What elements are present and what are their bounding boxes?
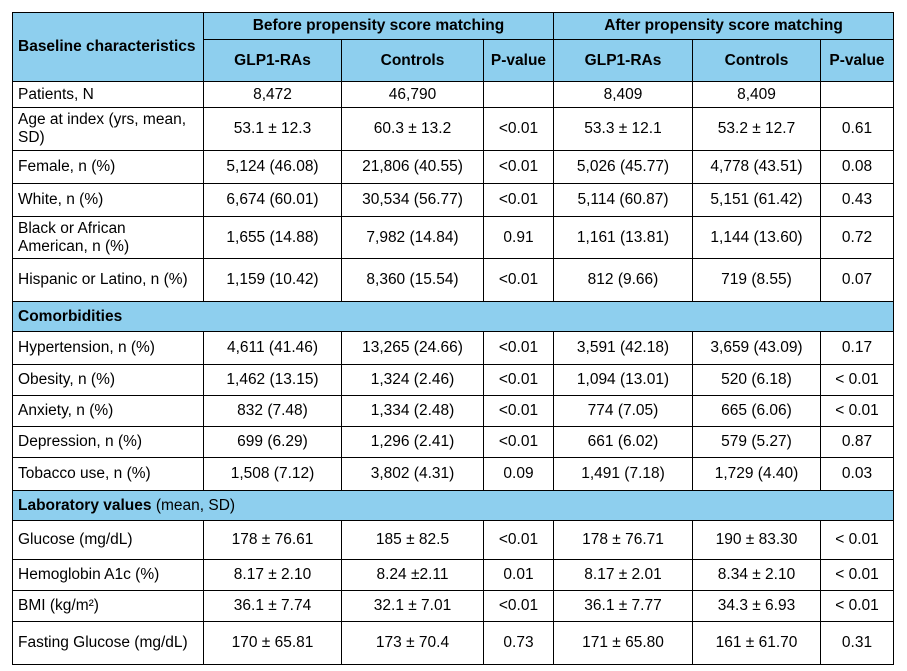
section-title: Comorbidities [18, 307, 123, 325]
table-cell: < 0.01 [821, 591, 894, 622]
table-cell: 8,409 [554, 82, 693, 108]
table-row [13, 458, 894, 491]
table-row [13, 591, 894, 622]
table-cell: 30,534 (56.77) [342, 184, 484, 217]
table-cell: 4,778 (43.51) [693, 151, 821, 184]
table-cell: <0.01 [484, 332, 554, 365]
baseline-characteristics-table [12, 12, 894, 665]
section-row [13, 302, 894, 332]
table-cell: 4,611 (41.46) [204, 332, 342, 365]
table-cell: < 0.01 [821, 365, 894, 396]
table-row [13, 560, 894, 591]
row-label: BMI (kg/m²) [13, 591, 204, 622]
table-cell: 8.17 ± 2.01 [554, 560, 693, 591]
table-cell: <0.01 [484, 365, 554, 396]
table-row [13, 217, 894, 259]
table-cell: 178 ± 76.61 [204, 521, 342, 560]
table-cell: 53.2 ± 12.7 [693, 108, 821, 151]
table-cell: 3,659 (43.09) [693, 332, 821, 365]
table-body [13, 82, 894, 665]
table-cell: 0.08 [821, 151, 894, 184]
table-cell: 7,982 (14.84) [342, 217, 484, 259]
table-cell: 5,124 (46.08) [204, 151, 342, 184]
table-cell: 8.34 ± 2.10 [693, 560, 821, 591]
table-cell: 1,462 (13.15) [204, 365, 342, 396]
table-cell: 190 ± 83.30 [693, 521, 821, 560]
table-cell: 579 (5.27) [693, 427, 821, 458]
table-cell: 0.01 [484, 560, 554, 591]
header-before-matching: Before propensity score matching [204, 13, 554, 40]
table-cell: 6,674 (60.01) [204, 184, 342, 217]
row-label: Tobacco use, n (%) [13, 458, 204, 491]
table-cell: 8,472 [204, 82, 342, 108]
table-cell: 13,265 (24.66) [342, 332, 484, 365]
table-cell: 0.31 [821, 622, 894, 665]
row-label: Patients, N [13, 82, 204, 108]
table-cell: 170 ± 65.81 [204, 622, 342, 665]
section-note: (mean, SD) [151, 496, 236, 514]
table-cell: 185 ± 82.5 [342, 521, 484, 560]
table-cell: 1,296 (2.41) [342, 427, 484, 458]
table-cell: 60.3 ± 13.2 [342, 108, 484, 151]
table-cell: 34.3 ± 6.93 [693, 591, 821, 622]
table-cell: < 0.01 [821, 521, 894, 560]
row-label: Hypertension, n (%) [13, 332, 204, 365]
table-cell: 699 (6.29) [204, 427, 342, 458]
row-label: Female, n (%) [13, 151, 204, 184]
section-header [13, 491, 894, 521]
table-cell [821, 82, 894, 108]
table-cell: 0.61 [821, 108, 894, 151]
table-cell: < 0.01 [821, 396, 894, 427]
table-cell: 0.07 [821, 259, 894, 302]
table-cell: 171 ± 65.80 [554, 622, 693, 665]
table-cell: 1,508 (7.12) [204, 458, 342, 491]
table-cell: 0.17 [821, 332, 894, 365]
table-row [13, 151, 894, 184]
table-cell: 5,151 (61.42) [693, 184, 821, 217]
table-cell: 832 (7.48) [204, 396, 342, 427]
table-cell: 0.43 [821, 184, 894, 217]
table-row [13, 82, 894, 108]
table-row [13, 427, 894, 458]
table-cell: 5,114 (60.87) [554, 184, 693, 217]
table-cell: 1,159 (10.42) [204, 259, 342, 302]
table-row [13, 365, 894, 396]
section-row [13, 491, 894, 521]
table-cell: 8,409 [693, 82, 821, 108]
header-col: P-value [821, 40, 894, 82]
table-cell: 774 (7.05) [554, 396, 693, 427]
table-cell: 520 (6.18) [693, 365, 821, 396]
table-row [13, 622, 894, 665]
table-cell: 178 ± 76.71 [554, 521, 693, 560]
table-cell [484, 82, 554, 108]
table-cell: 0.09 [484, 458, 554, 491]
table-cell: 161 ± 61.70 [693, 622, 821, 665]
table-cell: <0.01 [484, 151, 554, 184]
table-row [13, 332, 894, 365]
table-cell: 1,094 (13.01) [554, 365, 693, 396]
table-cell: 0.87 [821, 427, 894, 458]
header-col: GLP1-RAs [204, 40, 342, 82]
table-cell: 1,655 (14.88) [204, 217, 342, 259]
table-cell: 36.1 ± 7.74 [204, 591, 342, 622]
table-cell: 1,324 (2.46) [342, 365, 484, 396]
table-row [13, 521, 894, 560]
header-col: Controls [693, 40, 821, 82]
table-cell: 21,806 (40.55) [342, 151, 484, 184]
header-col: P-value [484, 40, 554, 82]
row-label: Black or African American, n (%) [13, 217, 204, 259]
row-label: Age at index (yrs, mean, SD) [13, 108, 204, 151]
table-cell: 5,026 (45.77) [554, 151, 693, 184]
header-baseline: Baseline characteristics [13, 13, 204, 82]
table-row [13, 259, 894, 302]
header-col: Controls [342, 40, 484, 82]
table-cell: 0.73 [484, 622, 554, 665]
table-cell: <0.01 [484, 521, 554, 560]
table-cell: 665 (6.06) [693, 396, 821, 427]
table-cell: 0.03 [821, 458, 894, 491]
row-label: White, n (%) [13, 184, 204, 217]
section-title: Laboratory values [18, 496, 152, 514]
row-label: Hemoglobin A1c (%) [13, 560, 204, 591]
row-label: Obesity, n (%) [13, 365, 204, 396]
table-cell: 812 (9.66) [554, 259, 693, 302]
table-cell: <0.01 [484, 108, 554, 151]
table-cell: 173 ± 70.4 [342, 622, 484, 665]
table-cell: 8,360 (15.54) [342, 259, 484, 302]
row-label: Depression, n (%) [13, 427, 204, 458]
table-cell: <0.01 [484, 591, 554, 622]
table-cell: 53.1 ± 12.3 [204, 108, 342, 151]
table-cell: <0.01 [484, 396, 554, 427]
row-label: Anxiety, n (%) [13, 396, 204, 427]
table-cell: 1,161 (13.81) [554, 217, 693, 259]
table-cell: 1,334 (2.48) [342, 396, 484, 427]
table-cell: < 0.01 [821, 560, 894, 591]
section-header [13, 302, 894, 332]
header-after-matching: After propensity score matching [554, 13, 894, 40]
table-cell: 1,729 (4.40) [693, 458, 821, 491]
table-cell: <0.01 [484, 184, 554, 217]
table-cell: 3,802 (4.31) [342, 458, 484, 491]
table-cell: 53.3 ± 12.1 [554, 108, 693, 151]
table-cell: 8.17 ± 2.10 [204, 560, 342, 591]
table-cell: 661 (6.02) [554, 427, 693, 458]
table-cell: 32.1 ± 7.01 [342, 591, 484, 622]
table-row [13, 108, 894, 151]
table-cell: 3,591 (42.18) [554, 332, 693, 365]
header-col: GLP1-RAs [554, 40, 693, 82]
table-row [13, 396, 894, 427]
table-cell: 8.24 ±2.11 [342, 560, 484, 591]
row-label: Hispanic or Latino, n (%) [13, 259, 204, 302]
table-cell: 719 (8.55) [693, 259, 821, 302]
table-cell: 1,144 (13.60) [693, 217, 821, 259]
table-cell: 1,491 (7.18) [554, 458, 693, 491]
table-cell: <0.01 [484, 427, 554, 458]
table-cell: 36.1 ± 7.77 [554, 591, 693, 622]
row-label: Fasting Glucose (mg/dL) [13, 622, 204, 665]
row-label: Glucose (mg/dL) [13, 521, 204, 560]
table-cell: 0.72 [821, 217, 894, 259]
table-row [13, 184, 894, 217]
table-cell: 0.91 [484, 217, 554, 259]
table-cell: <0.01 [484, 259, 554, 302]
table-cell: 46,790 [342, 82, 484, 108]
